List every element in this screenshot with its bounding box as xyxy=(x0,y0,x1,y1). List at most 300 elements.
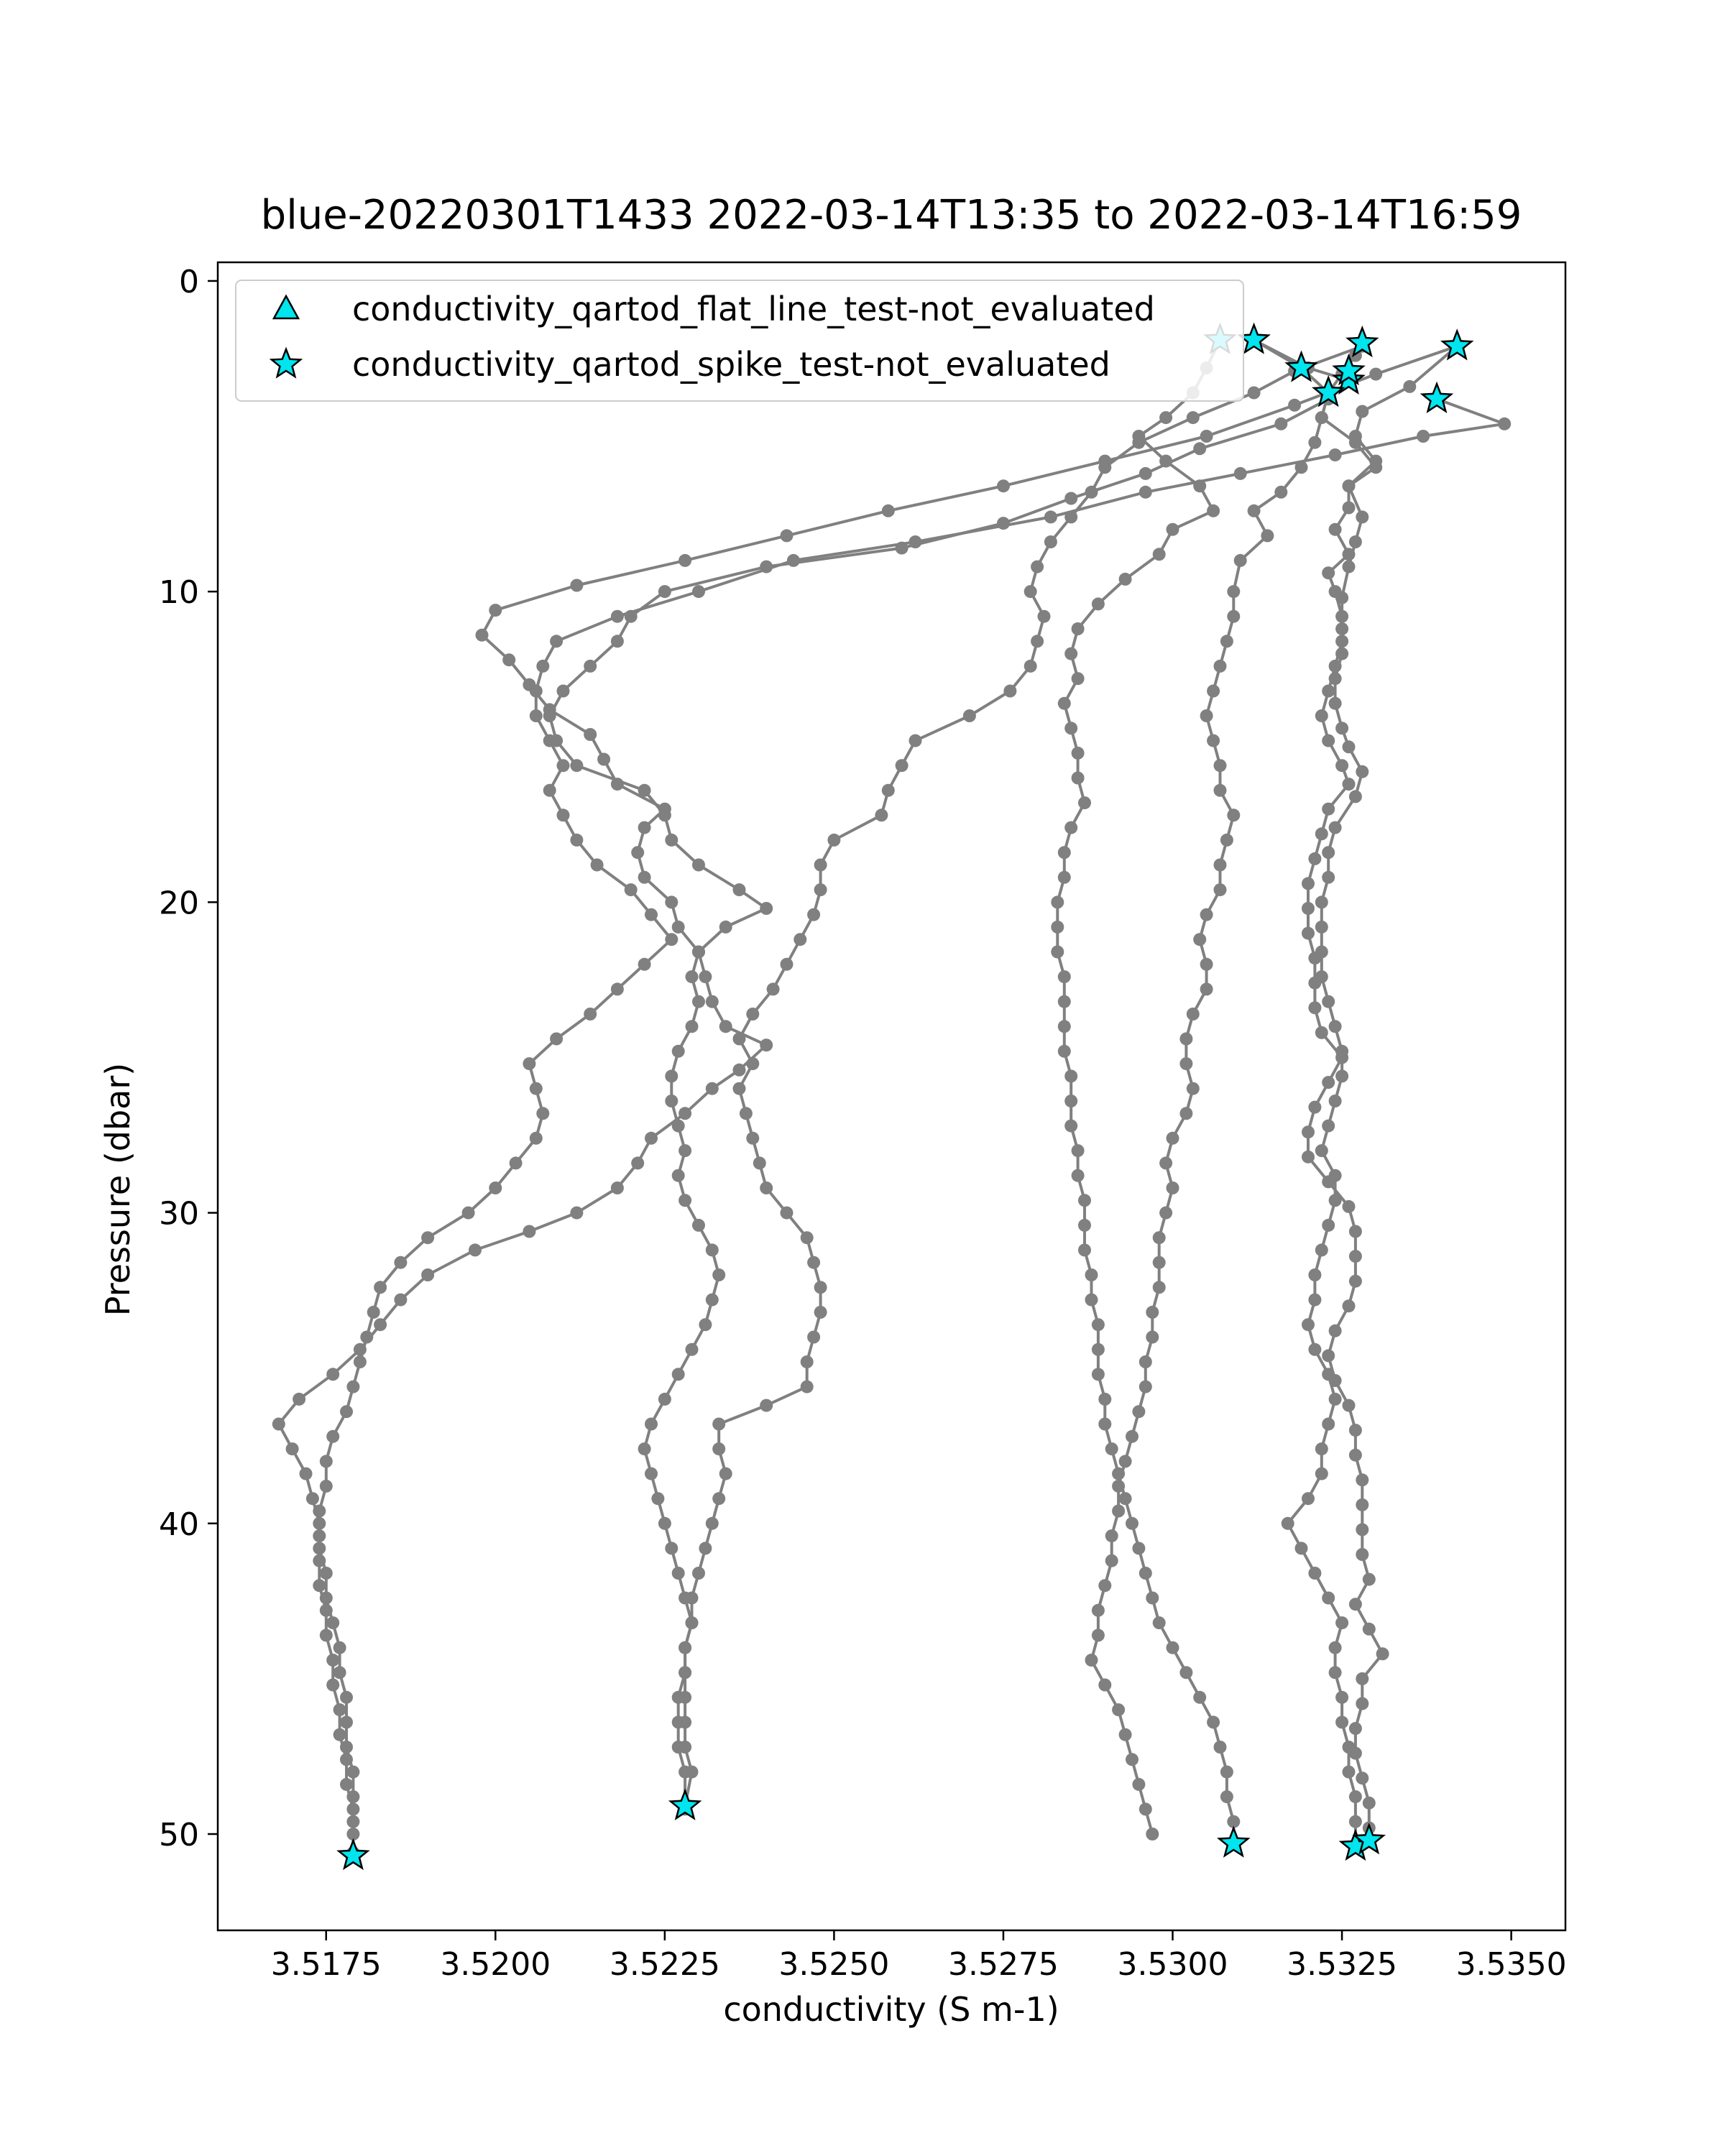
data-point xyxy=(1146,1331,1159,1344)
data-point xyxy=(1363,1623,1376,1636)
data-point xyxy=(746,1057,759,1070)
data-point xyxy=(1139,467,1152,480)
data-point xyxy=(1072,747,1085,760)
data-point xyxy=(1308,852,1321,865)
x-tick-label: 3.5300 xyxy=(1117,1946,1228,1983)
data-point xyxy=(1302,1492,1315,1505)
data-point xyxy=(692,585,705,598)
data-point xyxy=(1302,902,1315,915)
data-point xyxy=(1214,759,1227,772)
data-point xyxy=(530,1132,543,1145)
data-point xyxy=(1098,1679,1111,1692)
data-point xyxy=(1139,1802,1152,1815)
y-tick-label: 20 xyxy=(159,885,199,922)
data-point xyxy=(1282,1517,1294,1530)
data-point xyxy=(1193,442,1206,455)
data-point xyxy=(1044,510,1057,523)
data-point xyxy=(665,1069,678,1082)
data-point xyxy=(1356,1523,1368,1536)
data-point xyxy=(1315,411,1328,424)
data-point xyxy=(807,1331,820,1344)
data-point xyxy=(536,1107,549,1120)
data-point xyxy=(1132,436,1145,449)
data-point xyxy=(692,1567,705,1580)
data-point xyxy=(645,1468,658,1480)
data-point xyxy=(1119,1455,1132,1468)
data-point xyxy=(543,709,556,722)
data-point xyxy=(672,1567,685,1580)
data-point xyxy=(1349,1424,1362,1437)
data-point xyxy=(346,1790,359,1803)
data-point xyxy=(584,1008,597,1021)
data-point xyxy=(692,946,705,959)
legend-entry-label: conductivity_qartod_flat_line_test-not_evaluated xyxy=(352,290,1155,328)
data-point xyxy=(476,629,489,642)
data-point xyxy=(367,1306,380,1319)
data-point xyxy=(997,517,1010,530)
data-point xyxy=(678,1194,691,1207)
data-point xyxy=(1078,1243,1091,1256)
data-point xyxy=(1098,1579,1111,1592)
data-point xyxy=(719,1468,732,1480)
data-point xyxy=(394,1294,407,1307)
data-point xyxy=(1343,740,1356,753)
data-point xyxy=(712,1268,725,1281)
data-point xyxy=(1139,486,1152,499)
y-tick-label: 0 xyxy=(179,263,199,300)
x-tick-label: 3.5200 xyxy=(440,1946,551,1983)
data-point xyxy=(421,1268,434,1281)
data-point xyxy=(1132,1778,1145,1791)
data-point xyxy=(326,1430,339,1443)
data-point xyxy=(1349,1275,1362,1288)
data-point xyxy=(807,1256,820,1269)
data-point xyxy=(1329,672,1342,685)
data-point xyxy=(354,1343,367,1356)
data-point xyxy=(631,1156,644,1169)
data-point xyxy=(334,1703,346,1716)
data-point xyxy=(1092,1343,1105,1356)
data-point xyxy=(1112,1703,1125,1716)
data-point xyxy=(760,1399,773,1412)
data-point xyxy=(1207,734,1220,747)
data-point xyxy=(1261,529,1274,542)
data-point xyxy=(1085,1654,1098,1667)
data-point xyxy=(699,970,712,983)
data-point xyxy=(570,579,583,592)
data-point xyxy=(1085,486,1098,499)
data-point xyxy=(1058,871,1071,884)
data-point xyxy=(340,1715,353,1728)
data-point xyxy=(672,1741,685,1754)
data-point xyxy=(1329,1020,1342,1033)
data-point xyxy=(875,808,888,821)
data-point xyxy=(557,685,570,698)
data-point xyxy=(658,1517,671,1530)
data-point xyxy=(346,1766,359,1779)
data-point xyxy=(320,1567,333,1580)
data-point xyxy=(665,933,678,946)
data-point xyxy=(672,1120,685,1133)
data-point xyxy=(462,1207,475,1220)
data-point xyxy=(1335,1045,1348,1058)
y-tick-label: 10 xyxy=(159,574,199,612)
data-point xyxy=(1335,591,1348,604)
data-point xyxy=(1024,660,1037,673)
data-point xyxy=(1085,1268,1098,1281)
data-point xyxy=(334,1641,346,1654)
data-point xyxy=(1179,1107,1192,1120)
data-point xyxy=(1322,803,1335,816)
data-point xyxy=(334,1666,346,1679)
data-point xyxy=(1214,1741,1227,1754)
data-point xyxy=(882,505,895,517)
data-point xyxy=(1315,1442,1328,1455)
data-point xyxy=(394,1256,407,1269)
data-point xyxy=(1126,1430,1138,1443)
data-point xyxy=(686,970,699,983)
data-point xyxy=(272,1418,285,1431)
data-point xyxy=(1315,709,1328,722)
data-point xyxy=(502,653,515,666)
data-point xyxy=(1329,1169,1342,1182)
data-point xyxy=(760,902,773,915)
data-point xyxy=(1119,1728,1132,1741)
data-point xyxy=(1335,1069,1348,1082)
data-point xyxy=(678,1107,691,1120)
data-point xyxy=(1193,933,1206,946)
data-point xyxy=(313,1542,326,1554)
data-point xyxy=(746,1008,759,1021)
data-point xyxy=(340,1405,353,1418)
data-point xyxy=(489,1181,502,1194)
data-point xyxy=(1098,1393,1111,1406)
data-point xyxy=(1159,1207,1172,1220)
data-point xyxy=(611,635,624,648)
data-point xyxy=(1335,648,1348,660)
data-point xyxy=(1274,418,1287,430)
data-point xyxy=(665,1542,678,1554)
data-point xyxy=(374,1281,387,1294)
data-point xyxy=(1349,430,1362,443)
data-point xyxy=(1214,784,1227,797)
data-point xyxy=(1234,554,1247,567)
data-point xyxy=(1356,1473,1368,1486)
data-point xyxy=(781,1207,794,1220)
data-point xyxy=(326,1616,339,1629)
data-point xyxy=(1214,883,1227,896)
data-point xyxy=(1072,1144,1085,1157)
data-point xyxy=(1356,1697,1368,1710)
data-point xyxy=(1322,995,1335,1008)
data-point xyxy=(1322,1418,1335,1431)
data-point xyxy=(1302,927,1315,940)
data-point xyxy=(781,958,794,971)
data-point xyxy=(1227,585,1240,598)
data-point xyxy=(1227,808,1240,821)
data-point xyxy=(1356,405,1368,418)
data-point xyxy=(340,1741,353,1754)
data-point xyxy=(1329,1095,1342,1107)
data-point xyxy=(1315,1243,1328,1256)
data-point xyxy=(286,1442,299,1455)
x-tick-label: 3.5325 xyxy=(1287,1946,1398,1983)
data-point xyxy=(1302,877,1315,890)
data-point xyxy=(678,1666,691,1679)
data-point xyxy=(678,1641,691,1654)
data-point xyxy=(1187,1008,1200,1021)
data-point xyxy=(1322,871,1335,884)
data-point xyxy=(326,1368,339,1381)
data-point xyxy=(1356,510,1368,523)
data-point xyxy=(550,1033,563,1046)
data-point xyxy=(1335,1616,1348,1629)
data-point xyxy=(1322,685,1335,698)
data-point xyxy=(1248,387,1261,400)
data-point xyxy=(611,982,624,995)
data-point xyxy=(712,1492,725,1505)
data-point xyxy=(293,1393,305,1406)
data-point xyxy=(699,1318,712,1331)
data-point xyxy=(1322,1592,1335,1605)
data-point xyxy=(1105,1529,1118,1542)
data-point xyxy=(1092,1368,1105,1381)
data-point xyxy=(1335,1715,1348,1728)
data-point xyxy=(584,728,597,741)
x-tick-label: 3.5175 xyxy=(270,1946,382,1983)
data-point xyxy=(374,1318,387,1331)
data-point xyxy=(1064,722,1077,734)
data-point xyxy=(1092,1604,1105,1617)
data-point xyxy=(1369,455,1382,468)
data-point xyxy=(1343,479,1356,492)
data-point xyxy=(753,1156,766,1169)
data-point xyxy=(1119,1492,1132,1505)
data-point xyxy=(1356,765,1368,778)
data-point xyxy=(550,734,563,747)
data-point xyxy=(1064,510,1077,523)
data-point xyxy=(814,859,827,872)
data-point xyxy=(1193,1691,1206,1704)
data-point xyxy=(1329,697,1342,710)
y-tick-label: 30 xyxy=(159,1195,199,1233)
data-point xyxy=(1274,486,1287,499)
data-point xyxy=(645,1418,658,1431)
data-point xyxy=(1329,523,1342,536)
data-point xyxy=(1200,709,1213,722)
data-point xyxy=(1072,622,1085,635)
data-point xyxy=(1349,535,1362,548)
data-point xyxy=(638,1442,651,1455)
data-point xyxy=(1302,1125,1315,1138)
data-point xyxy=(1343,1766,1356,1779)
data-point xyxy=(1058,697,1071,710)
data-point xyxy=(1417,430,1430,443)
data-point xyxy=(1322,1120,1335,1133)
data-point xyxy=(1248,505,1261,517)
data-point xyxy=(733,1064,746,1077)
data-point xyxy=(1132,1542,1145,1554)
data-point xyxy=(1072,672,1085,685)
data-point xyxy=(678,554,691,567)
data-point xyxy=(1335,759,1348,772)
data-point xyxy=(1315,1144,1328,1157)
data-point xyxy=(801,1231,814,1244)
y-tick-label: 50 xyxy=(159,1817,199,1854)
data-point xyxy=(557,759,570,772)
data-point xyxy=(1112,1505,1125,1518)
data-point xyxy=(767,982,780,995)
data-point xyxy=(760,561,773,573)
data-point xyxy=(1146,1592,1159,1605)
data-point xyxy=(611,610,624,623)
data-point xyxy=(1315,921,1328,934)
data-point xyxy=(645,1132,658,1145)
data-point xyxy=(658,585,671,598)
data-point xyxy=(1214,859,1227,872)
data-point xyxy=(523,1057,535,1070)
data-point xyxy=(672,1691,685,1704)
data-point xyxy=(530,709,543,722)
data-point xyxy=(1200,430,1213,443)
data-point xyxy=(1031,561,1044,573)
data-point xyxy=(1146,1306,1159,1319)
data-point xyxy=(1092,597,1105,610)
data-point xyxy=(1112,1468,1125,1480)
data-point xyxy=(1322,566,1335,579)
data-point xyxy=(1343,1200,1356,1213)
data-point xyxy=(1098,461,1111,474)
data-point xyxy=(740,1107,753,1120)
data-point xyxy=(807,908,820,921)
data-point xyxy=(421,1231,434,1244)
data-point xyxy=(1322,734,1335,747)
data-point xyxy=(699,1542,712,1554)
data-point xyxy=(346,1381,359,1393)
data-point xyxy=(1179,1057,1192,1070)
data-point xyxy=(801,1355,814,1368)
data-point xyxy=(543,784,556,797)
data-point xyxy=(638,958,651,971)
data-point xyxy=(1343,1741,1356,1754)
x-tick-label: 3.5275 xyxy=(947,1946,1059,1983)
data-point xyxy=(1200,908,1213,921)
data-point xyxy=(1343,778,1356,791)
data-point xyxy=(320,1480,333,1493)
data-point xyxy=(1329,1641,1342,1654)
data-point xyxy=(760,1181,773,1194)
data-point xyxy=(651,1492,664,1505)
data-point xyxy=(1220,1766,1233,1779)
data-point xyxy=(1085,1294,1098,1307)
data-point xyxy=(1051,895,1064,908)
data-point xyxy=(672,1368,685,1381)
data-point xyxy=(320,1592,333,1605)
data-point xyxy=(1349,1598,1362,1611)
data-point xyxy=(1078,796,1091,809)
data-point xyxy=(672,921,685,934)
data-point xyxy=(1234,467,1247,480)
legend-entry-label: conductivity_qartod_spike_test-not_evaluated xyxy=(352,345,1110,384)
data-point xyxy=(1302,1318,1315,1331)
data-point xyxy=(801,1381,814,1393)
data-point xyxy=(1051,946,1064,959)
legend xyxy=(236,280,1243,401)
data-point xyxy=(760,1038,773,1051)
data-point xyxy=(1349,1790,1362,1803)
data-point xyxy=(706,1517,719,1530)
data-point xyxy=(1200,982,1213,995)
chart-title: blue-20220301T1433 2022-03-14T13:35 to 2022-03-14T16:59 xyxy=(260,192,1522,239)
data-point xyxy=(1078,1194,1091,1207)
data-point xyxy=(1153,1616,1166,1629)
data-point xyxy=(896,759,908,772)
data-point xyxy=(733,883,746,896)
data-point xyxy=(665,1095,678,1107)
data-point xyxy=(1119,573,1132,586)
data-point xyxy=(672,1169,685,1182)
data-point xyxy=(1308,1343,1321,1356)
data-point xyxy=(523,1225,535,1238)
data-point xyxy=(510,1156,523,1169)
data-point xyxy=(1349,1722,1362,1735)
data-point xyxy=(1078,1219,1091,1232)
data-point xyxy=(706,1082,719,1095)
data-point xyxy=(692,1219,705,1232)
data-point xyxy=(1329,1325,1342,1337)
data-point xyxy=(313,1579,326,1592)
data-point xyxy=(570,834,583,847)
data-point xyxy=(1315,970,1328,983)
data-point xyxy=(1329,1666,1342,1679)
data-point xyxy=(638,871,651,884)
data-point xyxy=(686,1020,699,1033)
data-point xyxy=(672,1715,685,1728)
data-point xyxy=(1498,418,1511,430)
data-point xyxy=(1058,1020,1071,1033)
data-point xyxy=(1227,610,1240,623)
data-point xyxy=(1064,1120,1077,1133)
data-point xyxy=(1139,1355,1152,1368)
data-point xyxy=(1349,790,1362,803)
data-point xyxy=(1058,970,1071,983)
data-point xyxy=(1072,1169,1085,1182)
data-point xyxy=(781,529,794,542)
data-point xyxy=(1335,622,1348,635)
x-tick-label: 3.5250 xyxy=(778,1946,890,1983)
data-point xyxy=(1369,368,1382,381)
data-point xyxy=(1146,1828,1159,1841)
y-axis-label: Pressure (dbar) xyxy=(98,1062,137,1317)
data-point xyxy=(584,660,597,673)
data-point xyxy=(814,883,827,896)
data-point xyxy=(557,808,570,821)
data-point xyxy=(326,1654,339,1667)
data-point xyxy=(550,635,563,648)
data-point xyxy=(719,921,732,934)
x-tick-label: 3.5350 xyxy=(1455,1946,1567,1983)
data-point xyxy=(1288,399,1301,412)
data-point xyxy=(1064,821,1077,834)
data-point xyxy=(1167,523,1179,536)
data-point xyxy=(1308,1567,1321,1580)
data-point xyxy=(1167,1181,1179,1194)
data-point xyxy=(712,1442,725,1455)
data-point xyxy=(1179,1666,1192,1679)
data-point xyxy=(827,834,840,847)
data-point xyxy=(625,610,638,623)
data-point xyxy=(794,933,806,946)
